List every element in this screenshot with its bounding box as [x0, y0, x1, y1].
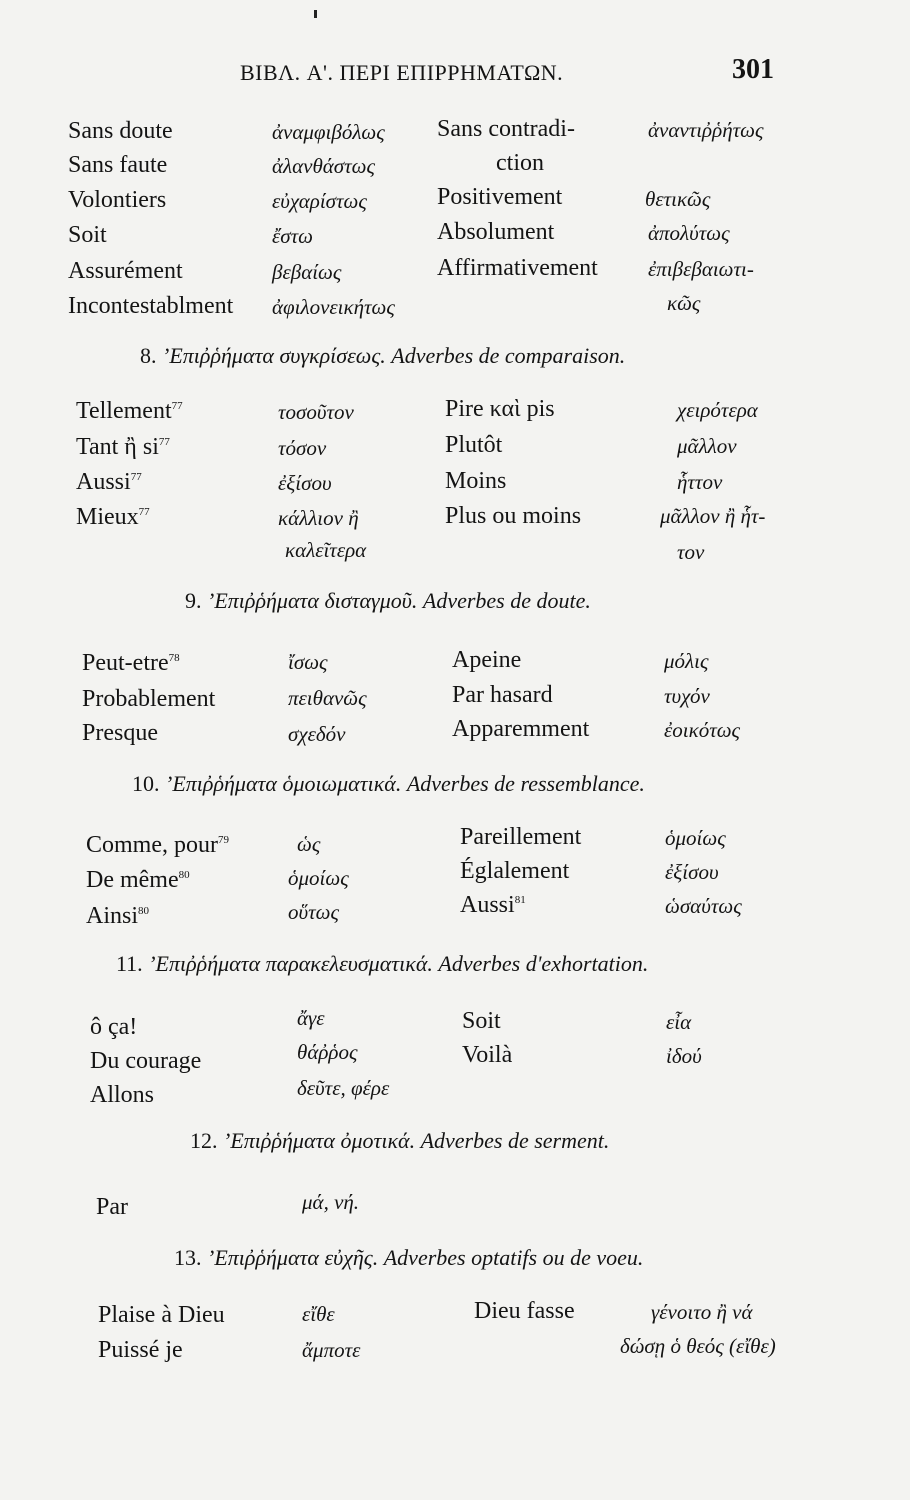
term-gr: τυχόν — [664, 684, 710, 708]
heading-greek: ’Επιῤῥήματα δισταγμοῦ. — [207, 588, 418, 613]
term-fr: Sans contradi- — [437, 116, 575, 142]
term-fr: Soit — [462, 1008, 501, 1034]
term-gr: ἀφιλονεικήτως — [272, 295, 395, 319]
term-gr: τόσον — [278, 436, 327, 460]
term-gr: ἄμποτε — [302, 1338, 361, 1362]
term-fr: Plus ou moins — [445, 503, 582, 529]
term-fr: ction — [496, 150, 544, 176]
term-gr: ἔστω — [272, 224, 313, 248]
term-fr: Sans doute — [68, 118, 173, 144]
term-fr: Positivement — [437, 184, 563, 210]
term-gr: μᾶλλον — [677, 434, 737, 458]
term-gr: μᾶλλον ἢ ἧτ- — [660, 504, 766, 528]
term-gr: πειθανῶς — [288, 686, 367, 710]
term-gr: ἀναντιῤῥήτως — [648, 118, 764, 142]
term-fr: Tant ἢ $si^{77}$ — [76, 434, 170, 460]
term-fr: Sans faute — [68, 152, 168, 178]
term-gr: χειρότερα — [677, 398, 758, 422]
term-fr: Peut-etre$^{78}$ — [82, 650, 180, 676]
section-heading — [174, 1245, 643, 1271]
section-heading — [185, 588, 591, 614]
heading-french: Adverbes de comparaison. — [391, 343, 626, 368]
heading-french: Adverbes de doute. — [422, 588, 591, 613]
term-fr: Assurément — [68, 258, 183, 284]
term-fr: Apeine — [452, 647, 522, 673]
term-fr: Volontiers — [68, 187, 167, 213]
term-fr: Aussi$^{81}$ — [460, 892, 526, 918]
term-fr: Apparemment — [452, 716, 590, 742]
section-number: 11. — [116, 951, 143, 976]
term-fr: Dieu fasse — [474, 1298, 575, 1324]
term-gr: τον — [677, 540, 705, 564]
heading-french: Adverbes d'exhortation. — [438, 951, 649, 976]
term-gr: κῶς — [667, 291, 701, 315]
term-fr: Par hasard — [452, 682, 553, 708]
section-number: 12. — [190, 1128, 218, 1153]
term-fr: Pareillement — [460, 824, 582, 850]
term-fr: Probablement — [82, 686, 216, 712]
heading-greek: ’Επιῤῥήματα συγκρίσεως. — [162, 343, 386, 368]
term-gr: γένοιτο ἢ νά — [651, 1300, 753, 1324]
term-gr: μόλις — [664, 649, 709, 673]
term-fr: Puissé je — [98, 1337, 183, 1363]
term-gr: τοσοῦτον — [278, 400, 354, 424]
term-fr: ô ça! — [90, 1014, 138, 1040]
term-gr: βεβαίως — [272, 260, 342, 284]
term-fr: Plaise à Dieu — [98, 1302, 225, 1328]
term-fr: Ainsi$^{80}$ — [86, 903, 150, 929]
heading-greek: ’Επιῤῥήματα παρακελευσματικά. — [148, 951, 433, 976]
term-gr: ὁμοίως — [288, 866, 349, 890]
heading-greek: ’Επιῤῥήματα εὐχῆς. — [207, 1245, 379, 1270]
term-gr: θετικῶς — [645, 187, 711, 211]
term-fr: Comme, pour$^{79}$ — [86, 832, 229, 858]
term-gr: οὕτως — [288, 900, 340, 924]
term-gr: ἧττον — [677, 470, 723, 494]
term-gr: ἰδού — [666, 1044, 702, 1068]
term-gr: εἴθε — [302, 1302, 335, 1326]
section-number: 10. — [132, 771, 160, 796]
term-fr: Incontestablment — [68, 293, 234, 319]
term-gr: ἐξίσου — [278, 471, 332, 495]
term-fr: Par — [96, 1194, 128, 1220]
term-gr: ἐξίσου — [665, 860, 719, 884]
heading-greek: ’Επιῤῥήματα ὀμοτικά. — [223, 1128, 416, 1153]
term-fr: Voilà — [462, 1042, 513, 1068]
term-fr: De même$^{80}$ — [86, 867, 190, 893]
term-gr: κάλλιον ἢ — [278, 506, 359, 530]
running-title: BIBΛ. A'. ΠΕΡΙ ΕΠΙΡΡΗΜΑΤΩΝ. — [240, 60, 564, 85]
term-gr: ὡς — [297, 832, 321, 856]
term-fr: Pire καὶ pis — [445, 396, 555, 422]
heading-french: Adverbes de ressemblance. — [406, 771, 645, 796]
section-heading — [116, 951, 648, 977]
section-number: 8. — [140, 343, 157, 368]
term-fr: Plutôt — [445, 432, 503, 458]
print-speck — [314, 10, 317, 18]
term-gr: ἀναμφιβόλως — [272, 120, 385, 144]
section-heading — [140, 343, 625, 369]
section-heading — [190, 1128, 609, 1154]
term-fr: Soit — [68, 222, 107, 248]
term-fr: Mieux$^{77}$ — [76, 504, 150, 530]
heading-french: Adverbes optatifs ou de voeu. — [383, 1245, 644, 1270]
term-gr: ὡσαύτως — [665, 894, 742, 918]
term-gr: ἄγε — [297, 1006, 325, 1030]
term-fr: Moins — [445, 468, 507, 494]
term-gr: ἀλανθάστως — [272, 154, 376, 178]
term-gr: ὁμοίως — [665, 826, 726, 850]
term-gr: σχεδόν — [288, 722, 346, 746]
term-gr: ἀπολύτως — [648, 221, 730, 245]
term-gr: ἐοικότως — [664, 718, 741, 742]
term-gr: δεῦτε, φέρε — [297, 1076, 390, 1100]
section-heading — [132, 771, 645, 797]
page-number: 301 — [732, 54, 774, 85]
term-fr: Affirmativement — [437, 255, 598, 281]
term-gr: εἶα — [666, 1010, 692, 1034]
term-fr: Aussi$^{77}$ — [76, 469, 142, 495]
term-fr: Du courage — [90, 1048, 202, 1074]
term-gr: ἐπιβεβαιωτι- — [648, 257, 754, 281]
term-gr: εὐχαρίστως — [272, 189, 367, 213]
term-gr: θάῤῥος — [297, 1040, 358, 1064]
term-fr: Presque — [82, 720, 158, 746]
heading-french: Adverbes de serment. — [420, 1128, 610, 1153]
term-fr: Allons — [90, 1082, 155, 1108]
heading-greek: ’Επιῤῥήματα ὁμοιωματικά. — [165, 771, 402, 796]
term-gr: μά, νή. — [302, 1190, 360, 1214]
term-gr: καλεῖτερα — [285, 538, 367, 562]
section-number: 13. — [174, 1245, 202, 1270]
term-fr: Églalement — [460, 858, 570, 884]
term-fr: Absolument — [437, 219, 555, 245]
term-gr: ἴσως — [288, 650, 328, 674]
section-number: 9. — [185, 588, 202, 613]
term-gr: δώσῃ ὁ θεός (εἴθε) — [620, 1334, 776, 1358]
term-fr: Tellement$^{77}$ — [76, 398, 183, 424]
